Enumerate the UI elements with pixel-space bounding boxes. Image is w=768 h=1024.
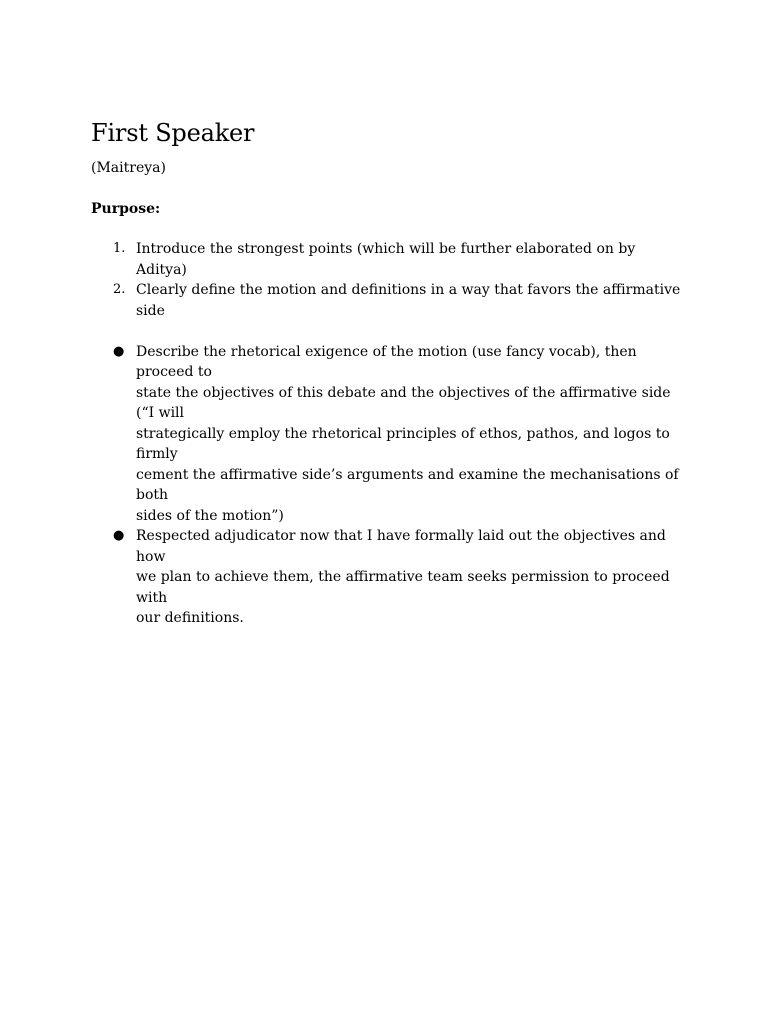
page-title: First Speaker	[91, 119, 255, 147]
list-item-text: Introduce the strongest points (which will be further elaborated on by Aditya)	[136, 241, 636, 278]
purpose-heading: Purpose:	[91, 201, 161, 217]
list-number: 1.	[113, 241, 126, 256]
list-item-text	[136, 526, 686, 629]
document-body	[91, 116, 691, 629]
text-line: state the objectives of this debate and the objectives of the affirmative side (“I will	[136, 384, 671, 421]
text-line: strategically employ the rhetorical principles of ethos, pathos, and logos to firmly	[136, 425, 670, 462]
text-line: Describe the rhetorical exigence of the motion (use fancy vocab), then proceed to	[136, 343, 637, 380]
numbered-list	[91, 239, 691, 321]
bullet-icon: ●	[113, 343, 125, 359]
bullet-list-item	[91, 342, 691, 527]
text-line: we plan to achieve them, the affirmative team seeks permission to proceed with	[136, 569, 670, 606]
numbered-list-item	[91, 239, 691, 280]
list-item-text: Clearly define the motion and definitions in a way that favors the affirmative side	[136, 282, 681, 319]
bullet-icon: ●	[113, 528, 125, 543]
bullet-list-item	[91, 526, 691, 629]
text-line: sides of the motion”)	[136, 507, 284, 524]
text-line: Respected adjudicator now that I have formally laid out the objectives and how	[136, 528, 666, 565]
text-line: cement the affirmative side’s arguments and examine the mechanisations of both	[136, 466, 679, 503]
speaker-name: (Maitreya)	[91, 160, 166, 176]
text-line: our definitions.	[136, 610, 244, 626]
list-number: 2.	[113, 282, 126, 297]
list-item-text	[136, 342, 686, 527]
numbered-list-item	[91, 280, 691, 321]
bullet-list	[91, 342, 691, 629]
